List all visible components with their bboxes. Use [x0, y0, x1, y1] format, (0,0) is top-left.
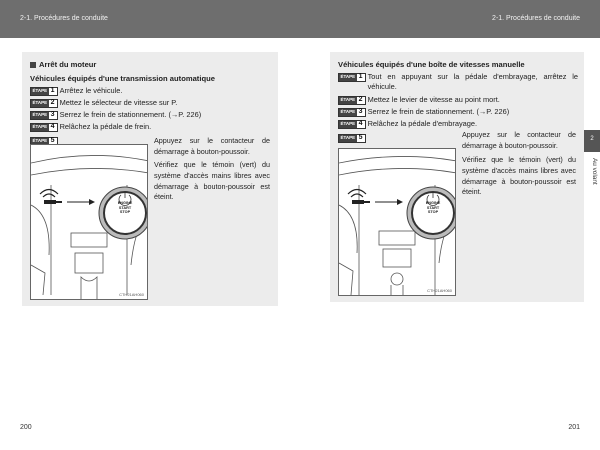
step-5 [338, 133, 366, 143]
step-badge: ÉTAPE 1 [30, 87, 58, 96]
step-text: Arrêtez le véhicule. [59, 86, 123, 95]
page-number-left: 200 [20, 424, 32, 431]
step-badge: ÉTAPE 4 [338, 120, 366, 129]
subtitle-automatic: Véhicules équipés d'une transmission automatique [30, 74, 215, 83]
step-3 [30, 110, 201, 120]
note-text: Vérifiez que le témoin (vert) du système d'accès mains libres avec démarrage à bouton-poussoir est éteint. [154, 160, 270, 202]
dashboard-drawing [339, 149, 456, 296]
figure-code: CTH21AH060 [119, 292, 144, 297]
step-text: Mettez le levier de vitesse au point mort. [367, 95, 500, 104]
right-content-panel [330, 52, 584, 302]
step-1 [30, 86, 122, 96]
step-text: Relâchez la pédale de frein. [59, 122, 152, 131]
left-content-panel [22, 52, 278, 306]
page-number-right: 201 [568, 424, 580, 431]
figure-code: CTH21AH060 [427, 288, 452, 293]
subtitle-manual: Véhicules équipés d'une boîte de vitesses manuelle [338, 60, 525, 69]
engine-start-stop-label: ENGINE START STOP [117, 201, 133, 215]
step-badge: ÉTAPE 5 [30, 137, 58, 146]
square-bullet-icon [30, 62, 36, 68]
step-badge: ÉTAPE 1 [338, 73, 366, 82]
step-4 [338, 119, 477, 129]
step-2 [30, 98, 177, 108]
step-2 [338, 95, 500, 105]
step-text: Mettez le sélecteur de vitesse sur P. [59, 98, 178, 107]
step-badge: ÉTAPE 5 [338, 134, 366, 143]
dashboard-illustration [338, 148, 456, 296]
chapter-tab-label: Au volant [591, 158, 598, 185]
step-text: Serrez le frein de stationnement. (→P. 226) [59, 110, 202, 119]
step-4 [30, 122, 151, 132]
step-text: Serrez le frein de stationnement. (→P. 226) [367, 107, 510, 116]
note-text: Vérifiez que le témoin (vert) du système d'accès mains libres avec démarrage à bouton-poussoir est éteint. [462, 155, 576, 197]
section-title [30, 60, 96, 69]
instruction-text: Appuyez sur le contacteur de démarrage à bouton-poussoir. [154, 136, 270, 156]
header-left-title: 2-1. Procédures de conduite [20, 15, 108, 22]
dashboard-illustration [30, 144, 148, 300]
step-text: Tout en appuyant sur la pédale d'embrayage, arrêtez le véhicule. [367, 72, 578, 91]
engine-start-stop-label: ENGINE START STOP [425, 201, 441, 215]
section-title-text: Arrêt du moteur [39, 60, 97, 69]
chapter-tab [584, 130, 600, 152]
chapter-tab-number: 2 [590, 136, 594, 142]
step-badge: ÉTAPE 4 [30, 123, 58, 132]
step-text: Relâchez la pédale d'embrayage. [367, 119, 478, 128]
step-badge: ÉTAPE 3 [30, 111, 58, 120]
step-1 [338, 72, 578, 92]
header-right-title: 2-1. Procédures de conduite [492, 15, 580, 22]
step-3 [338, 107, 509, 117]
step-badge: ÉTAPE 3 [338, 108, 366, 117]
instruction-text: Appuyez sur le contacteur de démarrage à bouton-poussoir. [462, 130, 576, 150]
step-badge: ÉTAPE 2 [338, 96, 366, 105]
dashboard-drawing [31, 145, 148, 300]
step-badge: ÉTAPE 2 [30, 99, 58, 108]
page-header [0, 0, 600, 38]
